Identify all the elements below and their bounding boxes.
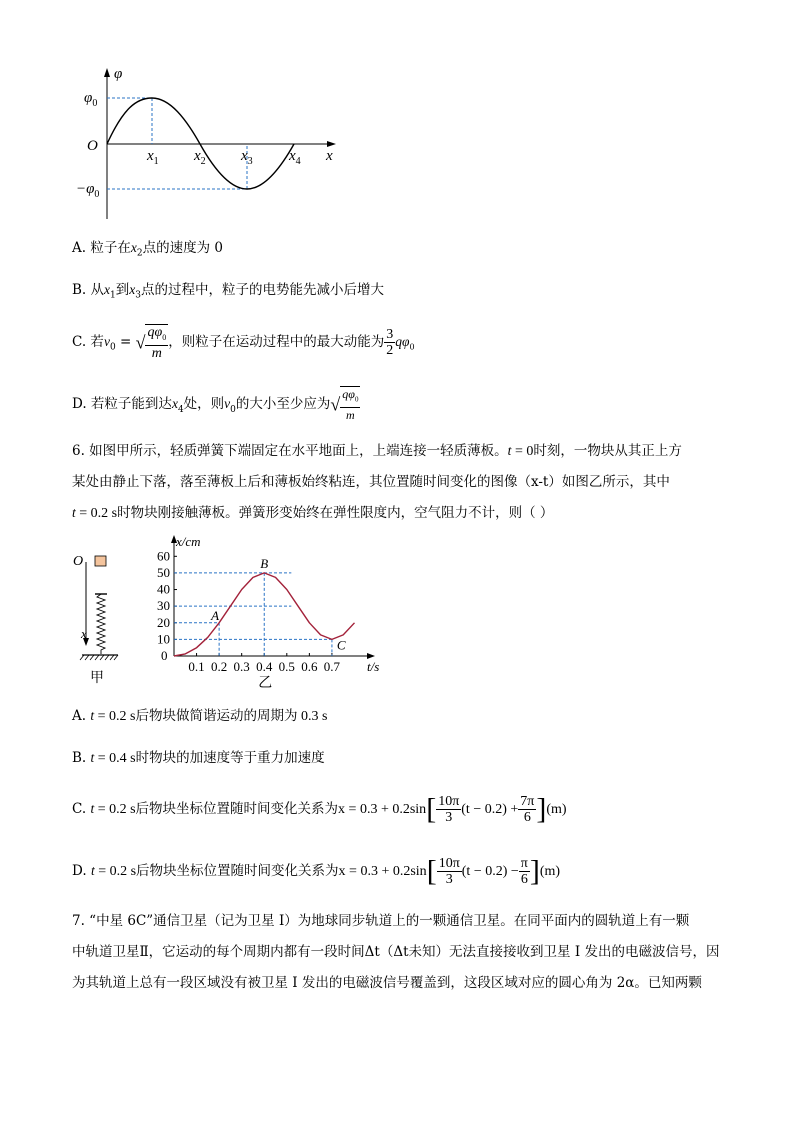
q6-line-1: 6. 如图甲所示，轻质弹簧下端固定在水平地面上，上端连接一轻质薄板。t = 0时刻，一物块从其正上方: [72, 443, 682, 459]
origin-label: 0: [161, 648, 168, 663]
q5-option-c: C. 若$v_0$ = √ $\frac{q\varphi_0}{m}$ ，则粒子在运动过程中的最大动能为 $\frac{3}{2}$ $q\varphi_0$: [72, 325, 415, 361]
y-tick-label: 50: [157, 564, 170, 580]
q6-line-2: 某处由静止下落，落至薄板上后和薄板始终粘连，其位置随时间变化的图像（x-t）如图乙所示，其中: [72, 474, 670, 490]
spring-figure: [70, 550, 130, 690]
x-tick-label: 0.2: [210, 659, 228, 674]
q5-c-coef: $\frac{3}{2}$: [386, 326, 394, 358]
q7-line-2: 中轨道卫星Ⅱ，它运动的每个周期内都有一段时间Δt（Δt未知）无法直接接收到卫星 I 发出的电磁波信号，因: [72, 944, 720, 960]
spring-origin-label: O: [73, 554, 84, 569]
q6-option-b: B. t = 0.4 s时物块的加速度等于重力加速度: [72, 750, 325, 766]
x-tick-label: 0.6: [301, 659, 318, 674]
chart-caption: 乙: [258, 676, 273, 691]
q6-option-d: D. t = 0.2 s后物块坐标位置随时间变化关系为x = 0.3 + 0.2sin[ $\frac{10\pi}{3}$ (t − 0.2) − $\frac{\pi}{6}$ ](m): [72, 854, 561, 888]
q5-c-fraction: $\frac{q\varphi_0}{m}$: [147, 325, 167, 361]
point-label-C: C: [336, 637, 346, 653]
x-tick-label: 0.1: [188, 659, 205, 674]
q7-line-1: 7. “中星 6C”通信卫星（记为卫星 I）为地球同步轨道上的一颗通信卫星。在同平面内的圆轨道上有一颗: [72, 913, 690, 929]
q5-option-d: D. 若粒子能到达$x_4$处，则$v_0$的大小至少应为√ $\frac{q\varphi_0}{m}$: [72, 387, 359, 423]
phi0-label: $\varphi_0$: [84, 90, 98, 109]
origin-label: O: [87, 138, 98, 154]
q5-option-a: A. 粒子在$x_2$点的速度为 0: [72, 240, 223, 259]
q6-option-a: A. t = 0.2 s后物块做简谐运动的周期为 0.3 s: [72, 708, 328, 724]
q6-option-c: C. t = 0.2 s后物块坐标位置随时间变化关系为x = 0.3 + 0.2sin[ $\frac{10\pi}{3}$ (t − 0.2) + $\frac{7\pi}{6}$ ](m): [72, 792, 567, 826]
fig-jia-caption: 甲: [90, 671, 104, 686]
x-tick-label: 0.3: [233, 659, 250, 674]
spring-coil: [97, 594, 105, 654]
ground-hatch: [80, 655, 118, 660]
y-tick-label: 20: [157, 614, 170, 630]
q5-option-b: B. 从$x_1$到$x_3$点的过程中，粒子的电势能先减小后增大: [72, 282, 384, 301]
x-tick-label: 0.7: [323, 659, 341, 674]
x3-label: $x_3$: [241, 148, 253, 167]
x-axis-label: x: [326, 148, 333, 164]
q7-line-3: 为其轨道上总有一段区域没有被卫星 I 发出的电磁波信号覆盖到，这段区域对应的圆心角为 2α。已知两颗: [72, 975, 702, 991]
point-label-B: B: [260, 555, 269, 571]
x-axis-label: t/s: [367, 659, 380, 674]
y-tick-label: 30: [157, 598, 170, 614]
x1-label: $x_1$: [147, 148, 159, 167]
q5-d-fraction: $\frac{q\varphi_0}{m}$: [342, 387, 359, 423]
point-label-A: A: [211, 607, 220, 623]
x2-label: $x_2$: [194, 148, 206, 167]
x-axis-arrow: [327, 141, 336, 147]
y-tick-label: 60: [157, 548, 170, 564]
phi-axis-label: φ: [114, 66, 123, 82]
x-tick-label: 0.4: [256, 659, 273, 674]
x-t-chart: [146, 532, 386, 692]
x-tick-label: 0.5: [278, 659, 295, 674]
x4-label: $x_4$: [289, 148, 301, 167]
neg-phi0-label: $-\varphi_0$: [76, 181, 100, 200]
spring-x-label: x: [81, 626, 87, 641]
block: [95, 556, 106, 566]
phi-x-graph: [78, 64, 348, 224]
y-axis-label: x/cm: [176, 534, 201, 549]
y-tick-label: 40: [157, 581, 170, 597]
q6-line-3: t = 0.2 s时物块刚接触薄板。弹簧形变始终在弹性限度内，空气阻力不计，则（ ）: [72, 505, 554, 521]
y-tick-label: 10: [157, 631, 170, 647]
phi-axis-arrow: [104, 68, 110, 77]
